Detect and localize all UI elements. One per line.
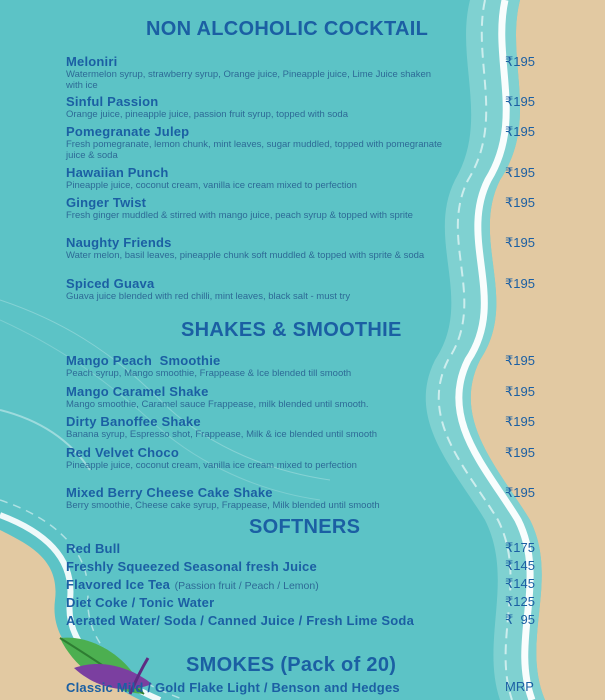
section-title-cocktail: NON ALCOHOLIC COCKTAIL: [146, 18, 429, 40]
item-name: Hawaiian Punch: [66, 165, 169, 180]
menu-item: [66, 594, 496, 612]
item-desc: Peach syrup, Mango smoothie, Frappease & Ice blended till smooth: [66, 368, 352, 379]
section-title-softners: SOFTNERS: [249, 516, 361, 538]
item-price: ₹195: [505, 94, 535, 109]
item-name: Spiced Guava: [66, 276, 155, 291]
item-desc: Guava juice blended with red chilli, mint leaves, black salt - must try: [66, 291, 351, 302]
item-price: MRP: [505, 679, 534, 694]
menu-item: [66, 54, 446, 91]
item-price: ₹195: [505, 445, 535, 460]
item-price: ₹195: [505, 54, 535, 69]
menu-item: [66, 94, 446, 120]
item-price: ₹195: [505, 485, 535, 500]
item-price: ₹195: [505, 353, 535, 368]
menu-item: [66, 679, 496, 697]
item-price: ₹195: [505, 165, 535, 180]
menu-item: [66, 195, 446, 221]
item-price: ₹125: [505, 594, 535, 609]
item-name: Dirty Banoffee Shake: [66, 414, 201, 429]
item-name: Meloniri: [66, 54, 118, 69]
item-price: ₹175: [505, 540, 535, 555]
item-name: Freshly Squeezed Seasonal fresh Juice: [66, 559, 317, 574]
menu-item: [66, 414, 446, 440]
item-desc: Pineapple juice, coconut cream, vanilla ice cream mixed to perfection: [66, 180, 357, 191]
item-name: Classic Mild / Gold Flake Light / Benson and Hedges: [66, 680, 400, 695]
item-price: ₹145: [505, 558, 535, 573]
item-name: Mixed Berry Cheese Cake Shake: [66, 485, 273, 500]
item-desc: Fresh pomegranate, lemon chunk, mint leaves, sugar muddled, topped with pomegranate juice & soda: [66, 139, 442, 161]
item-name: Flavored Ice Tea: [66, 577, 171, 592]
item-name: Red Bull: [66, 541, 121, 556]
menu-item: [66, 353, 446, 379]
item-name: Diet Coke / Tonic Water: [66, 595, 215, 610]
item-price: ₹195: [505, 276, 535, 291]
item-price: ₹ 95: [505, 612, 535, 627]
item-price: ₹195: [505, 235, 535, 250]
section-title-smokes: SMOKES (Pack of 20): [186, 654, 397, 676]
item-desc: Banana syrup, Espresso shot, Frappease, Milk & ice blended until smooth: [66, 429, 378, 440]
item-name: Sinful Passion: [66, 94, 159, 109]
item-price: ₹145: [505, 576, 535, 591]
item-name: Mango Peach Smoothie: [66, 353, 221, 368]
item-name: Pomegranate Julep: [66, 124, 190, 139]
menu-item: [66, 165, 446, 191]
menu-item: [66, 384, 446, 410]
item-price: ₹195: [505, 124, 535, 139]
item-name: Naughty Friends: [66, 235, 172, 250]
item-price: ₹195: [505, 414, 535, 429]
menu-item: [66, 276, 446, 302]
item-name: Ginger Twist: [66, 195, 147, 210]
menu-item: [66, 235, 446, 261]
item-desc: Pineapple juice, coconut cream, vanilla ice cream mixed to perfection: [66, 460, 357, 471]
item-name: Mango Caramel Shake: [66, 384, 209, 399]
item-name: Aerated Water/ Soda / Canned Juice / Fresh Lime Soda: [66, 613, 415, 628]
menu-item: [66, 124, 446, 161]
menu-item: [66, 485, 446, 511]
section-title-shakes: SHAKES & SMOOTHIE: [181, 319, 402, 341]
item-price: ₹195: [505, 195, 535, 210]
item-price: ₹195: [505, 384, 535, 399]
item-desc: Watermelon syrup, strawberry syrup, Orange juice, Pineapple juice, Lime Juice shaken with ice: [66, 69, 432, 91]
menu-item: [66, 445, 446, 471]
menu-item: [66, 540, 496, 558]
menu-item: [66, 558, 496, 576]
item-note: (Passion fruit / Peach / Lemon): [174, 580, 319, 592]
item-name: Red Velvet Choco: [66, 445, 180, 460]
menu-item: [66, 576, 496, 594]
item-desc: Fresh ginger muddled & stirred with mango juice, peach syrup & topped with sprite: [66, 210, 413, 221]
item-desc: Mango smoothie, Caramel sauce Frappease, milk blended until smooth.: [66, 399, 369, 410]
item-desc: Orange juice, pineapple juice, passion fruit syrup, topped with soda: [66, 109, 349, 120]
item-desc: Water melon, basil leaves, pineapple chunk soft muddled & topped with sprite & soda: [66, 250, 425, 261]
item-desc: Berry smoothie, Cheese cake syrup, Frappease, Milk blended until smooth: [66, 500, 380, 511]
